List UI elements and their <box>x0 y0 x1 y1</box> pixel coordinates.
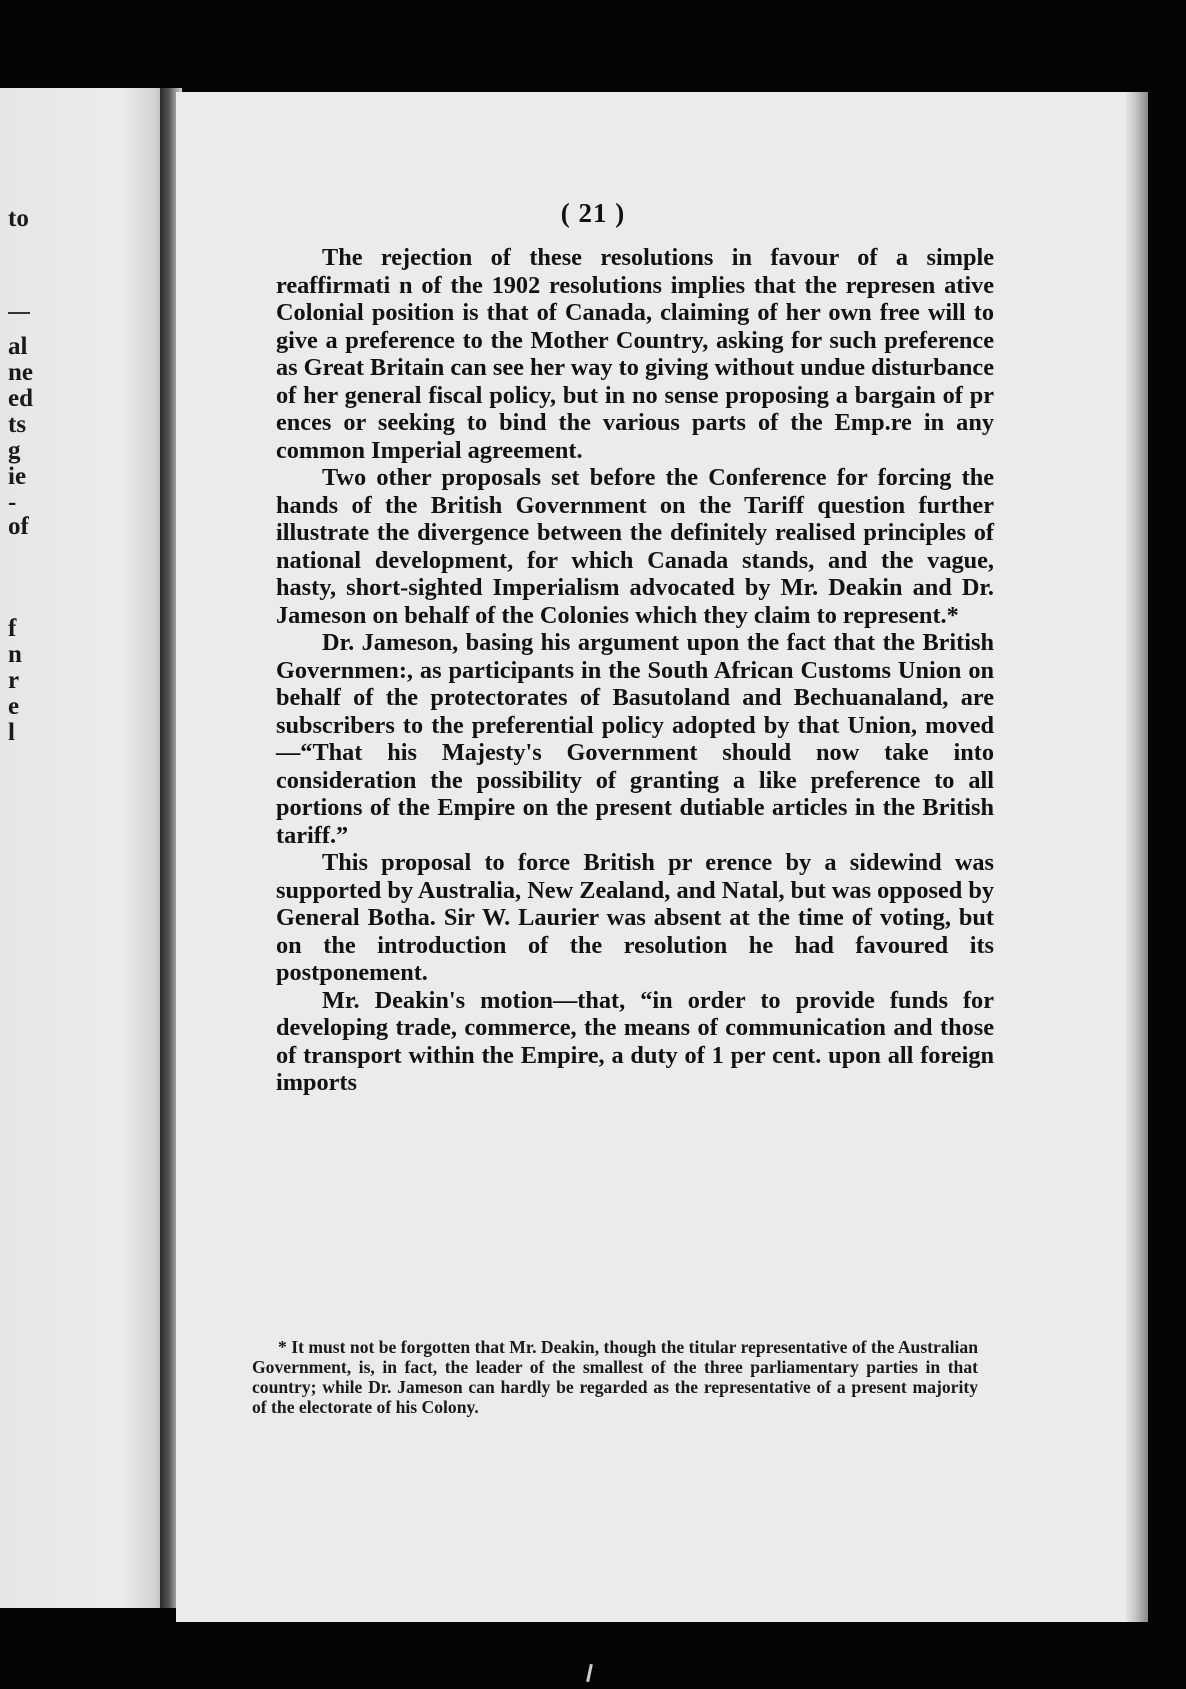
left-page-fragment: ne <box>8 359 33 386</box>
left-page-fragment: al <box>8 333 28 360</box>
footnote: * It must not be forgotten that Mr. Deakin, though the titular representative of the Australian Government, is, in fact, the leader of the smallest of the three parliamentary parties in that country; while Dr. Jameson can hardly be regarded as the representative of a present majority of the electorate of his Colony. <box>252 1337 978 1417</box>
page-edge-shadow <box>1126 92 1148 1622</box>
left-page-fragment: g <box>8 437 21 464</box>
paragraph: Mr. Deakin's motion—that, “in order to provide funds for developing trade, commerce, the means of communication and those of transport within the Empire, a duty of 1 per cent. upon all foreign imports <box>276 986 994 1096</box>
paragraph: The rejection of these resolutions in favour of a simple reaffirmati n of the 1902 resolutions implies that the represen ative Colonial position is that of Canada, claiming of her own free will to give a preference to the Mother Country, asking for such preference as Great Britain can see her way to giving without undue disturbance of her general fiscal policy, but in no sense proposing a bargain of pr ences or seeking to bind the various parts of the Emp.re in any common Imperial agreement. <box>276 244 994 464</box>
scan-artifact <box>586 1664 593 1682</box>
page-number: ( 21 ) <box>560 198 626 228</box>
left-page-fragment: e <box>8 693 20 720</box>
left-facing-page <box>0 88 172 1608</box>
left-page-fragment: f <box>8 615 17 642</box>
left-page-fragment: n <box>8 641 22 668</box>
left-page-fragment: to <box>8 205 29 232</box>
paragraph: Dr. Jameson, basing his argument upon the fact that the British Governmen:, as participants in the South African Customs Union on behalf of the protectorates of Basutoland and Bechuanaland, are subscribers to the preferential policy adopted by that Union, moved—“That his Majesty's Government should now take into consideration the possibility of granting a like preference to all portions of the Empire on the present dutiable articles in the British tariff.” <box>276 629 994 849</box>
left-page-fragment: ts <box>8 411 27 438</box>
left-page-fragment: ed <box>8 385 33 412</box>
left-page-fragment: - <box>8 489 17 516</box>
left-page-fragment: r <box>8 667 20 694</box>
left-page-fragment: of <box>8 513 29 540</box>
paragraph: Two other proposals set before the Conference for forcing the hands of the British Government on the Tariff question further illustrate the divergence between the definitely realised principles of national development, for which Canada stands, and the vague, hasty, short-sighted Imperialism advocated by Mr. Deakin and Dr. Jameson on behalf of the Colonies which they claim to represent.* <box>276 464 994 629</box>
left-page-fragment: ie <box>8 463 27 490</box>
paragraph: This proposal to force British pr erence by a sidewind was supported by Australia, New Zealand, and Natal, but was opposed by General Botha. Sir W. Laurier was absent at the time of voting, but on the introduction of the resolution he had favoured its postponement. <box>276 849 994 986</box>
left-page-dash <box>8 312 30 314</box>
body-text <box>276 244 994 1097</box>
left-page-fragment: l <box>8 719 15 746</box>
